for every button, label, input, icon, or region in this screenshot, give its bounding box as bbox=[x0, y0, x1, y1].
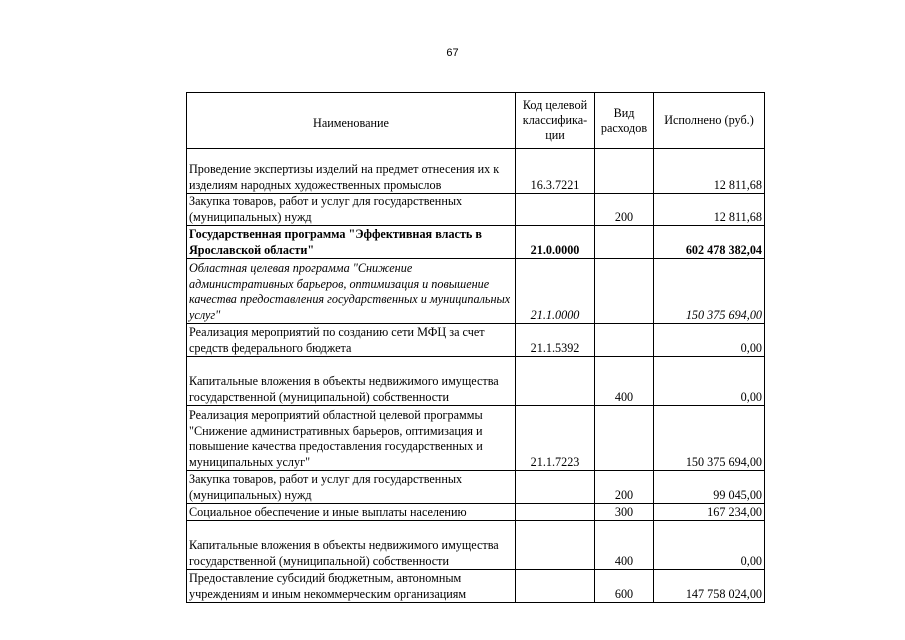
row-code-cell bbox=[516, 194, 595, 226]
row-name-cell: Государственная программа "Эффективная власть в Ярославской области" bbox=[187, 226, 516, 259]
table-row bbox=[187, 324, 765, 357]
row-name-cell: Областная целевая программа "Снижение административных барьеров, оптимизация и повышение качества предоставления государственных и муниципальных услуг" bbox=[187, 259, 516, 324]
row-kind-cell: 600 bbox=[595, 570, 654, 603]
table-row bbox=[187, 570, 765, 603]
row-code-cell: 21.0.0000 bbox=[516, 226, 595, 259]
row-name-cell: Социальное обеспечение и иные выплаты населению bbox=[187, 504, 516, 521]
row-code-cell bbox=[516, 357, 595, 406]
row-kind-cell: 200 bbox=[595, 194, 654, 226]
row-kind-cell: 300 bbox=[595, 504, 654, 521]
header-name: Наименование bbox=[187, 93, 516, 149]
row-code-cell bbox=[516, 471, 595, 504]
row-name-cell: Проведение экспертизы изделий на предмет отнесения их к изделиям народных художественных промыслов bbox=[187, 162, 516, 194]
page-number: 67 bbox=[446, 47, 459, 59]
row-amount-cell: 12 811,68 bbox=[654, 162, 765, 194]
row-amount-cell: 12 811,68 bbox=[654, 194, 765, 226]
row-name-cell: Реализация мероприятий по созданию сети МФЦ за счет средств федерального бюджета bbox=[187, 324, 516, 357]
row-kind-cell: 200 bbox=[595, 471, 654, 504]
table-row bbox=[187, 521, 765, 570]
row-name-cell: Реализация мероприятий областной целевой программы "Снижение административных барьеров, оптимизация и повышение качества предоставления государственных и муниципальных услуг" bbox=[187, 406, 516, 471]
row-kind-cell: 400 bbox=[595, 521, 654, 570]
table-row bbox=[187, 357, 765, 406]
row-name-cell: Капитальные вложения в объекты недвижимого имущества государственной (муниципальной) собственности bbox=[187, 357, 516, 406]
row-amount-cell: 0,00 bbox=[654, 357, 765, 406]
row-code-cell bbox=[516, 570, 595, 603]
header-amount: Исполнено (руб.) bbox=[654, 93, 765, 149]
row-amount-cell: 150 375 694,00 bbox=[654, 406, 765, 471]
header-spacer-row bbox=[187, 149, 765, 163]
row-amount-cell: 150 375 694,00 bbox=[654, 259, 765, 324]
row-kind-cell bbox=[595, 259, 654, 324]
row-amount-cell: 602 478 382,04 bbox=[654, 226, 765, 259]
row-code-cell bbox=[516, 521, 595, 570]
row-name-cell: Закупка товаров, работ и услуг для государственных (муниципальных) нужд bbox=[187, 471, 516, 504]
row-amount-cell: 99 045,00 bbox=[654, 471, 765, 504]
row-name-cell: Капитальные вложения в объекты недвижимого имущества государственной (муниципальной) собственности bbox=[187, 521, 516, 570]
row-kind-cell bbox=[595, 406, 654, 471]
table-row bbox=[187, 406, 765, 471]
row-kind-cell bbox=[595, 162, 654, 194]
table-row bbox=[187, 259, 765, 324]
row-amount-cell: 0,00 bbox=[654, 521, 765, 570]
row-amount-cell: 167 234,00 bbox=[654, 504, 765, 521]
row-name-cell: Предоставление субсидий бюджетным, автономным учреждениям и иным некоммерческим организациям bbox=[187, 570, 516, 603]
header-kind: Вид расходов bbox=[595, 93, 654, 149]
row-code-cell: 21.1.0000 bbox=[516, 259, 595, 324]
table-row bbox=[187, 226, 765, 259]
row-name-cell: Закупка товаров, работ и услуг для государственных (муниципальных) нужд bbox=[187, 194, 516, 226]
row-code-cell: 21.1.5392 bbox=[516, 324, 595, 357]
budget-table bbox=[186, 92, 765, 603]
table-body bbox=[187, 149, 765, 603]
row-code-cell bbox=[516, 504, 595, 521]
table-row bbox=[187, 194, 765, 226]
row-amount-cell: 147 758 024,00 bbox=[654, 570, 765, 603]
table-header bbox=[187, 93, 765, 149]
row-code-cell: 16.3.7221 bbox=[516, 162, 595, 194]
table-row bbox=[187, 471, 765, 504]
table-row bbox=[187, 504, 765, 521]
row-kind-cell: 400 bbox=[595, 357, 654, 406]
row-amount-cell: 0,00 bbox=[654, 324, 765, 357]
row-code-cell: 21.1.7223 bbox=[516, 406, 595, 471]
header-code: Код целевой классифика-ции bbox=[516, 93, 595, 149]
row-kind-cell bbox=[595, 226, 654, 259]
row-kind-cell bbox=[595, 324, 654, 357]
table-row bbox=[187, 162, 765, 194]
